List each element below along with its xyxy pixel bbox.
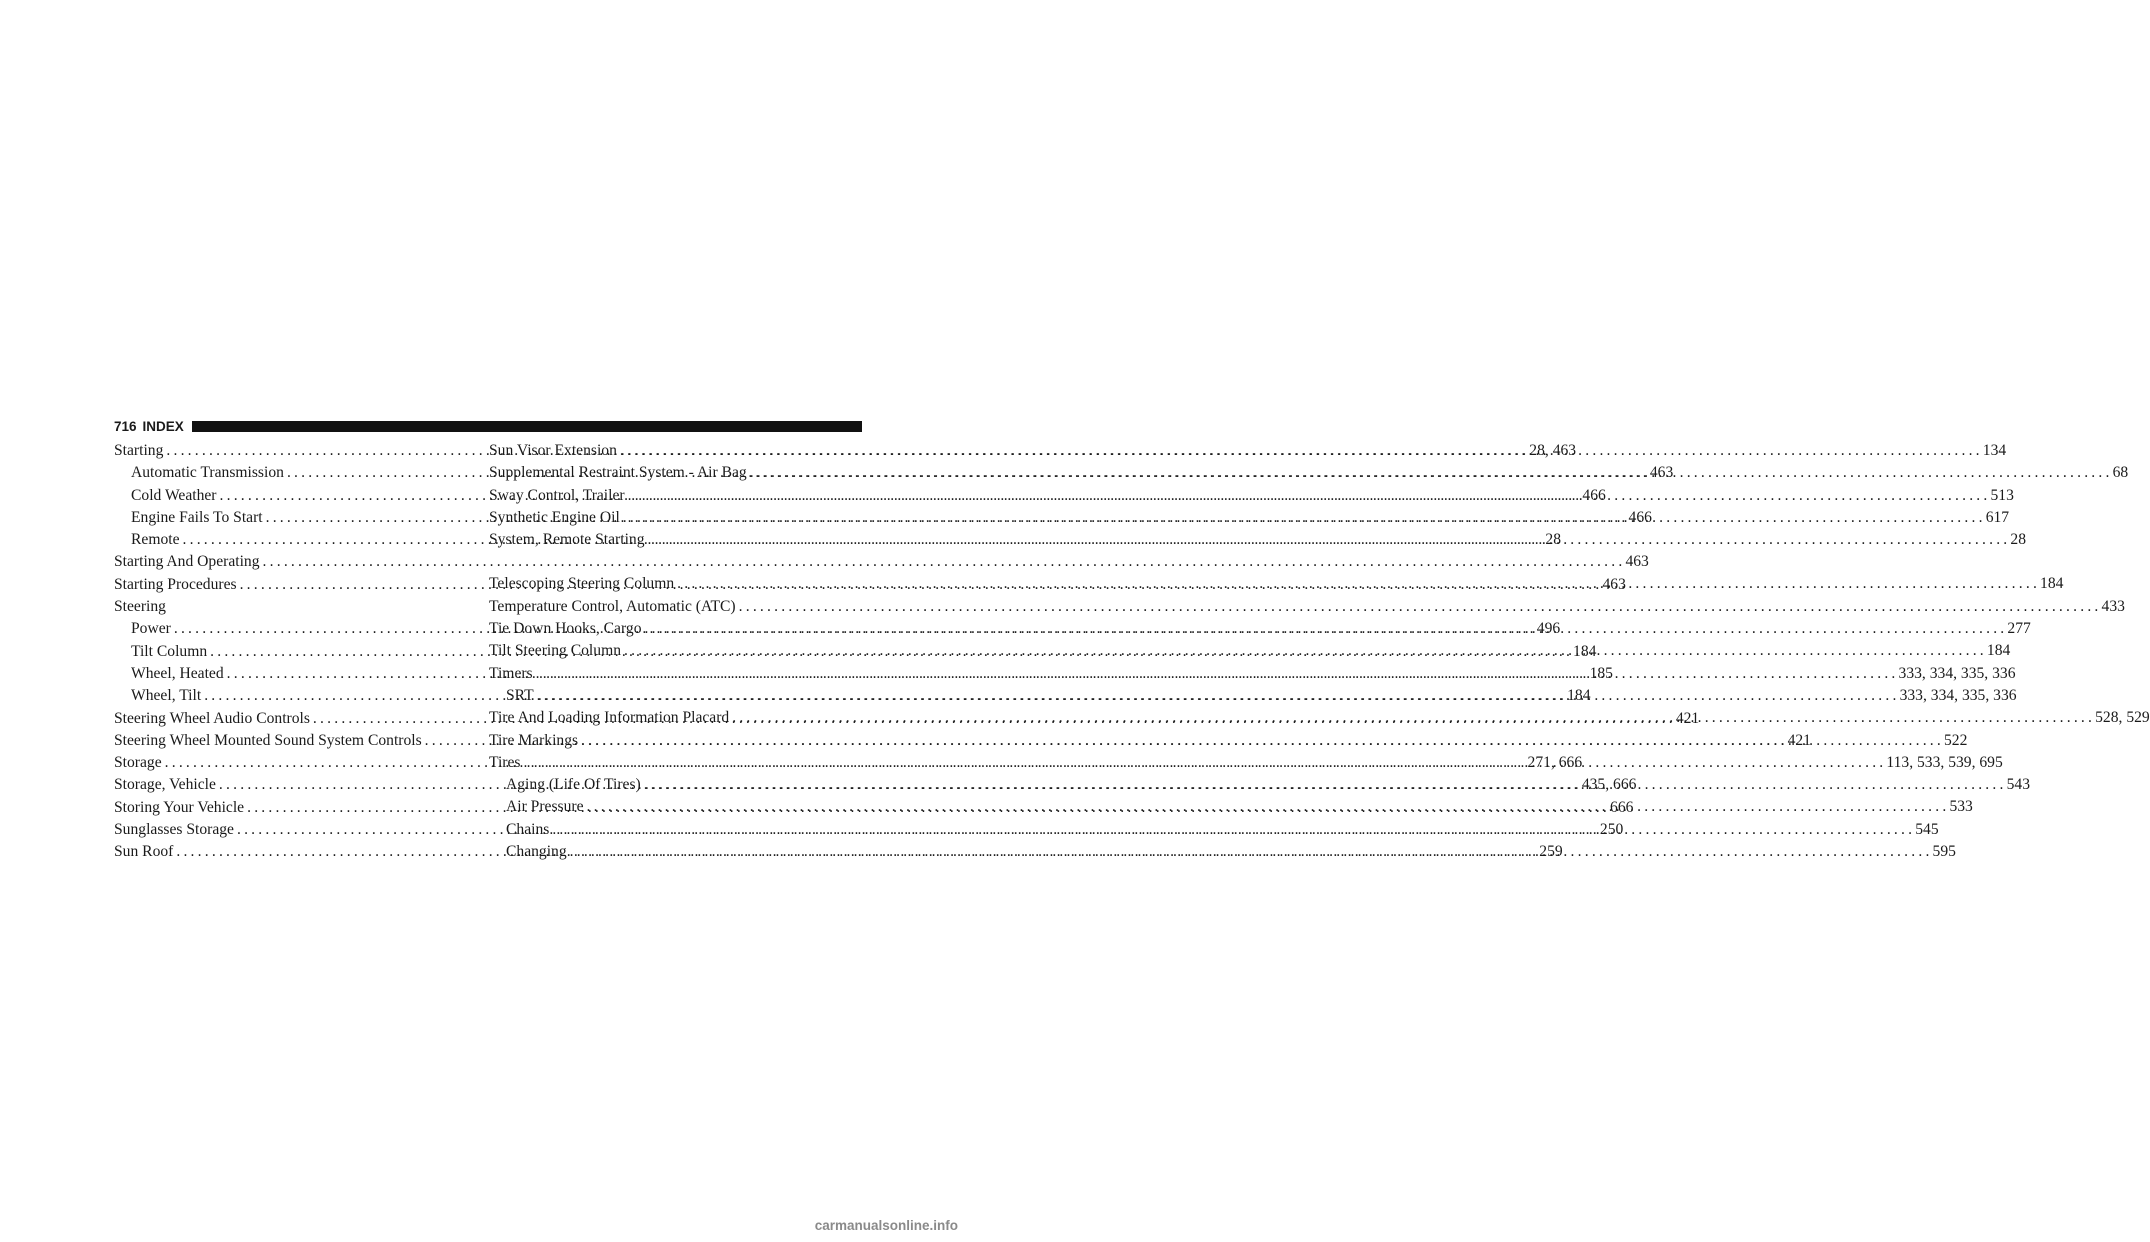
entry-label: Timers (489, 664, 533, 682)
entry-label: Starting And Operating (114, 553, 260, 571)
entry-pages: 333, 334, 335, 336 (1899, 686, 2017, 704)
dot-leader (567, 841, 1933, 863)
dot-leader (533, 663, 1899, 685)
entry-label: Steering (114, 598, 166, 616)
entry-pages: 533 (1949, 798, 1973, 816)
dot-leader (617, 440, 1983, 462)
entry-label: Changing (506, 843, 567, 861)
entry-pages: 463 (1602, 575, 1626, 593)
entry-pages: 543 (2006, 776, 2030, 794)
entry-pages: 185 (1589, 664, 1613, 682)
entry-pages: 435, 666 (1581, 776, 1637, 794)
entry-pages: 666 (1610, 798, 1634, 816)
entry-pages: 259 (1539, 843, 1563, 861)
entry-pages: 528, 529 (2095, 709, 2150, 727)
entry-pages: 113, 533, 539, 695 (1886, 753, 2003, 771)
entry-label: Engine Fails To Start (131, 508, 263, 526)
entry-label: Tire Markings (489, 731, 579, 749)
entry-pages: 184 (1567, 687, 1591, 705)
entry-label: Chains (506, 820, 550, 838)
entry-pages: 68 (2112, 464, 2129, 482)
dot-leader (549, 819, 1915, 841)
entry-label: Tire And Loading Information Placard (489, 709, 730, 727)
entry-pages: 522 (1944, 731, 1968, 749)
entry-label: Remote (131, 531, 180, 549)
entry-label: Telescoping Steering Column (489, 575, 675, 593)
entry-pages: 184 (1573, 642, 1597, 660)
index-entry (114, 551, 1649, 573)
entry-pages: 184 (1986, 642, 2011, 660)
entry-pages: 466 (1628, 508, 1652, 526)
entry-label: Automatic Transmission (131, 464, 284, 482)
header-rule (192, 421, 862, 432)
entry-label: Storing Your Vehicle (114, 798, 245, 816)
dot-leader (642, 618, 2008, 640)
entry-pages: 271, 666 (1527, 754, 1583, 772)
dot-leader (729, 707, 2095, 729)
dot-leader (736, 596, 2102, 618)
entry-label: Sun Visor Extension (489, 442, 617, 459)
entry-label: Tilt Column (131, 642, 208, 660)
entry-pages: 463 (1625, 553, 1649, 571)
entry-label: Storage (114, 754, 162, 772)
entry-pages: 250 (1599, 821, 1624, 839)
dot-leader (620, 507, 1986, 529)
entry-pages: 28, 463 (1529, 442, 1577, 459)
entry-label: Aging (Life Of Tires) (506, 776, 641, 794)
dot-leader (584, 796, 1950, 818)
entry-label: Power (131, 620, 171, 638)
entry-label: Storage, Vehicle (114, 776, 216, 794)
entry-label: Air Pressure (506, 798, 584, 816)
entry-label: Cold Weather (131, 486, 217, 504)
entry-label: Sway Control, Trailer (489, 486, 625, 504)
dot-leader (521, 752, 1887, 774)
index-entry (489, 640, 2011, 662)
page-number: 716 (114, 418, 137, 434)
entry-pages: 421 (1675, 709, 1700, 727)
entry-pages: 513 (1990, 486, 2014, 504)
entry-label: SRT (506, 686, 534, 704)
entry-pages: 28 (1545, 531, 1562, 549)
entry-label: Tie Down Hooks, Cargo (489, 620, 642, 638)
entry-label: System, Remote Starting (489, 531, 645, 549)
entry-pages: 277 (2007, 620, 2031, 638)
dot-leader (621, 640, 1987, 662)
entry-pages: 545 (1915, 820, 1939, 838)
entry-label: Starting Procedures (114, 575, 237, 593)
index-entry (489, 596, 2125, 618)
entry-label: Wheel, Tilt (131, 687, 202, 705)
entry-pages: 463 (1649, 464, 1674, 482)
entry-pages: 134 (1982, 442, 2007, 459)
dot-leader (747, 462, 2113, 484)
entry-pages: 595 (1932, 843, 1956, 861)
index-entry (114, 596, 445, 618)
section-title: INDEX (142, 418, 184, 434)
entry-label: Wheel, Heated (131, 664, 224, 682)
dot-leader (534, 685, 1900, 707)
entry-pages: 421 (1787, 731, 1811, 749)
entry-label: Steering Wheel Audio Controls (114, 709, 310, 727)
index-entry (489, 529, 2026, 551)
entry-pages: 496 (1536, 620, 1561, 638)
dot-leader (645, 529, 2011, 551)
entry-pages: 433 (2101, 597, 2125, 615)
dot-leader (260, 551, 1626, 573)
entry-label: Sun Roof (114, 843, 174, 861)
entry-pages: 617 (1985, 508, 2010, 526)
entry-label: Supplemental Restraint System - Air Bag (489, 464, 747, 482)
dot-leader (578, 730, 1944, 752)
entry-label: Starting (114, 442, 164, 459)
entry-label: Tilt Steering Column (489, 642, 621, 660)
entry-label: Steering Wheel Mounted Sound System Controls (114, 731, 422, 749)
dot-leader (641, 774, 2007, 796)
entry-label: Sunglasses Storage (114, 821, 234, 839)
entry-label: Tires (489, 753, 521, 771)
watermark: carmanualsonline.info (814, 1218, 958, 1233)
page-header (114, 415, 862, 437)
dot-leader (674, 573, 2040, 595)
entry-pages: 333, 334, 335, 336 (1898, 664, 2016, 682)
entry-pages: 28 (2010, 531, 2026, 549)
entry-pages: 466 (1582, 486, 1606, 504)
entry-label: Temperature Control, Automatic (ATC) (489, 597, 736, 615)
dot-leader (625, 485, 1991, 507)
entry-label: Synthetic Engine Oil (489, 508, 620, 526)
entry-pages: 184 (2040, 575, 2064, 593)
